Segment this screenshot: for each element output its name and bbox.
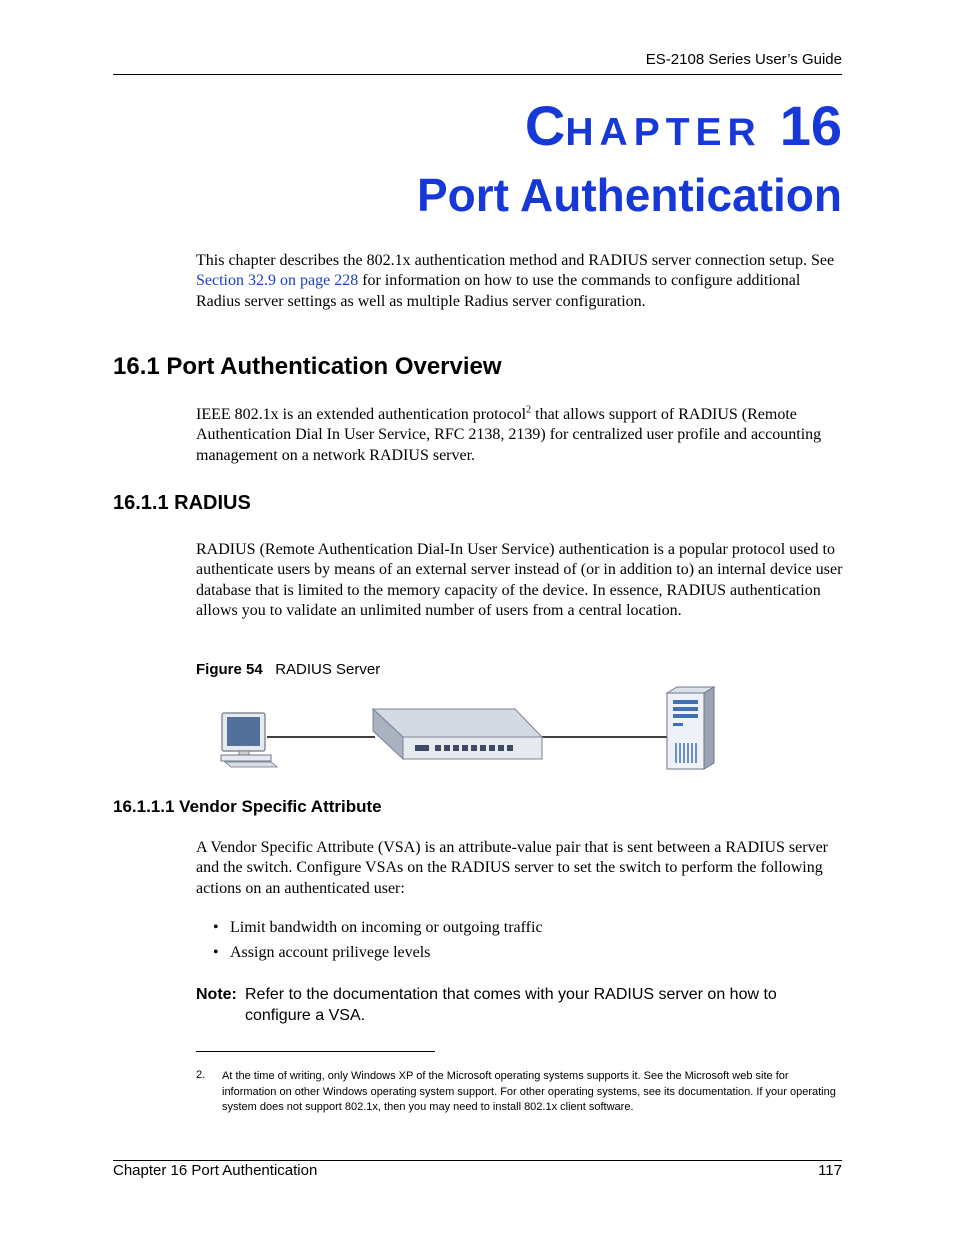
chapter-first-letter: C (524, 94, 566, 157)
guide-title: ES-2108 Series User’s Guide (645, 51, 842, 68)
switch-icon (373, 709, 542, 759)
page-number: 117 (818, 1162, 842, 1179)
vsa-paragraph: A Vendor Specific Attribute (VSA) is an attribute-value pair that is sent between a RADIUS server and the switch. Configure VSAs on the RADIUS server to set the switch to perform the following actions on an authenticated user: (196, 839, 828, 897)
figure-caption (196, 661, 380, 678)
chapter-label (524, 94, 842, 157)
overview-text-start: IEEE 802.1x is an extended authentication protocol (196, 406, 527, 423)
section-heading-16-1-1: 16.1.1 RADIUS (113, 492, 251, 514)
radius-paragraph: RADIUS (Remote Authentication Dial-In User Service) authentication is a popular protocol used to authenticate users by means of an external server instead of (or in addition to) an internal device user database that is limited to the memory capacity of the device. In essence, RADIUS authentication allows you to validate an unlimited number of users from a central location. (196, 541, 843, 619)
server-icon (667, 687, 714, 769)
intro-text-start: This chapter describes the 802.1x authentication method and RADIUS server connection setup. See (196, 252, 835, 269)
chapter-number: 16 (779, 94, 842, 157)
figure-label: Figure 54 (196, 661, 263, 678)
footer-divider (113, 1160, 842, 1161)
footnote-number: 2. (196, 1069, 206, 1081)
overview-text-end: that allows support of RADIUS (Remote Authentication Dial In User Service, RFC 2138, 2139) for centralized user profile and accounting management on a network RADIUS server. (196, 406, 822, 464)
computer-icon (221, 713, 277, 767)
intro-text-end: for information on how to use the commands to configure additional Radius server settings as well as multiple Radius server configuration. (196, 272, 801, 310)
footnote-ref[interactable]: 2 (526, 404, 532, 416)
note-label: Note: (196, 986, 237, 1003)
bullet-icon: • (213, 944, 219, 961)
intro-paragraph (196, 251, 846, 312)
chapter-word: HAPTER (565, 111, 762, 154)
section-link[interactable]: Section 32.9 on page 228 (196, 272, 359, 290)
footer-chapter: Chapter 16 Port Authentication (113, 1162, 318, 1179)
list-item-text: Limit bandwidth on incoming or outgoing traffic (230, 919, 543, 936)
list-item (213, 944, 430, 962)
list-item-text: Assign account prilivege levels (230, 944, 431, 961)
note-text: Refer to the documentation that comes with your RADIUS server on how to configure a VSA. (245, 986, 777, 1024)
header-divider (113, 74, 842, 75)
section-heading-16-1-1-1: 16.1.1.1 Vendor Specific Attribute (113, 797, 382, 816)
bullet-icon: • (213, 919, 219, 936)
section-heading-16-1: 16.1 Port Authentication Overview (113, 353, 502, 380)
chapter-title: Port Authentication (416, 169, 842, 221)
overview-paragraph (196, 405, 846, 466)
footnote-divider (196, 1051, 435, 1052)
figure-title: RADIUS Server (275, 661, 381, 678)
radius-server-figure (215, 685, 725, 780)
footnote-text: At the time of writing, only Windows XP of the Microsoft operating systems supports it. See the Microsoft web site for information on other Windows operating system support. For other operating systems, see its documentation. If your operating system does not support 802.1x, then you may need to install 802.1x client software. (222, 1070, 836, 1113)
list-item (213, 919, 543, 937)
